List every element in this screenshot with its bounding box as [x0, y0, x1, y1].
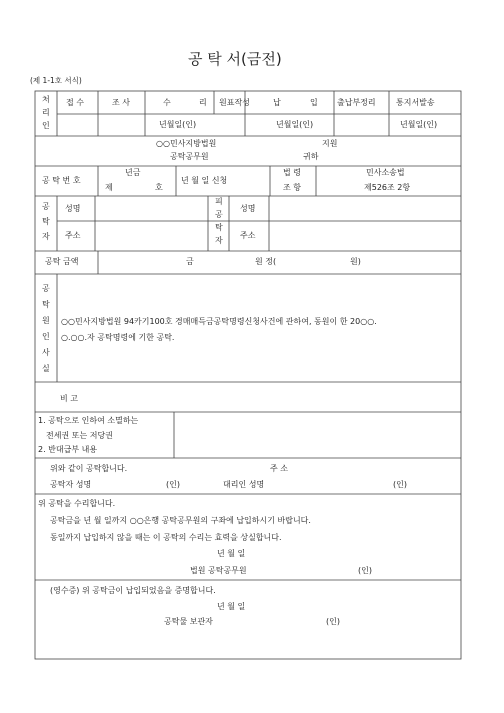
header-accept-1: 수	[163, 98, 171, 107]
court-name: ○○민사지방법원	[156, 139, 217, 148]
extinguish-line3: 2. 반대급부 내용	[38, 445, 98, 454]
recipient-side-4: 자	[215, 236, 223, 245]
amount-won: 원 정(	[255, 257, 277, 266]
reason-side-5: 사	[42, 348, 50, 357]
accept-officer: 법원 공탁공무원	[190, 566, 247, 575]
apply-date-label: 년 월 일 신청	[181, 176, 228, 185]
header-notice: 통지서발송	[396, 98, 435, 107]
receipt-date: 년 월 일	[217, 602, 246, 611]
deposit-year-label: 년금	[125, 168, 141, 177]
extinguish-line1: 1. 공탁으로 인하여 소멸하는	[38, 416, 139, 425]
reason-text-line2: ○.○○.자 공탁명령에 기한 공탁.	[61, 333, 175, 342]
header-cashbook: 출납부정리	[337, 98, 376, 107]
law-label-2: 조 항	[283, 183, 301, 192]
form-title: 공 탁 서(금전)	[188, 50, 282, 68]
extinguish-line2: 전세권 또는 저당권	[46, 431, 113, 440]
amount-prefix: 금	[186, 257, 194, 266]
apply-agent-name: 대리인 성명	[223, 480, 265, 489]
reason-side-3: 원	[42, 316, 50, 325]
remarks-label: 비 고	[60, 394, 78, 403]
processing-side-3: 인	[42, 121, 50, 130]
accept-expiry-notice: 동일까지 납입하지 않을 때는 이 공탁의 수리는 효력을 상실합니다.	[50, 533, 282, 542]
apply-depositor-seal: (인)	[166, 480, 180, 489]
processing-side-1: 처	[42, 95, 50, 104]
amount-won-close: 원)	[350, 257, 361, 266]
accept-seal: (인)	[358, 566, 372, 575]
law-value-2: 제526조 2항	[364, 183, 411, 192]
header-ledger-make: 원표작성	[219, 98, 250, 107]
form-number: (제 1-1호 서식)	[30, 76, 82, 85]
date-seal-1: 년월일(인)	[159, 120, 197, 129]
court-officer: 공탁공무원	[170, 152, 209, 161]
law-label-1: 법 령	[283, 168, 301, 177]
apply-agent-seal: (인)	[393, 480, 407, 489]
header-accept-2: 리	[199, 98, 207, 107]
depositor-side-1: 공	[42, 202, 50, 211]
processing-side-2: 리	[42, 108, 50, 117]
deposit-no-prefix: 제	[105, 183, 113, 192]
law-value-1: 민사소송법	[366, 168, 405, 177]
depositor-side-3: 자	[42, 232, 50, 241]
reason-side-4: 인	[42, 332, 50, 341]
reason-side-6: 실	[42, 364, 50, 373]
court-addressee: 귀하	[303, 152, 319, 161]
amount-label: 공탁 금액	[45, 257, 79, 266]
apply-address-label: 주 소	[270, 464, 288, 473]
header-pay-2: 입	[310, 98, 318, 107]
apply-depositor-name: 공탁자 성명	[50, 480, 92, 489]
depositor-side-2: 탁	[42, 217, 50, 226]
depositor-name-label: 성명	[65, 204, 81, 213]
recipient-side-3: 탁	[215, 223, 223, 232]
receipt-keeper: 공탁물 보관자	[164, 617, 213, 626]
header-investigate: 조 사	[112, 98, 130, 107]
header-pay-1: 납	[273, 98, 281, 107]
apply-statement: 위와 같이 공탁합니다.	[50, 464, 128, 473]
receipt-statement: (영수증) 위 공탁금이 납입되었음을 증명합니다.	[50, 586, 216, 595]
reason-side-2: 탁	[42, 300, 50, 309]
accept-payment-instruction: 공탁금을 년 월 일까지 ○○은행 공탁공무원의 구좌에 납입하시기 바랍니다.	[50, 516, 311, 525]
receipt-seal: (인)	[326, 617, 340, 626]
reason-side-1: 공	[42, 284, 50, 293]
accept-date: 년 월 일	[217, 549, 246, 558]
depositor-addr-label: 주소	[65, 231, 81, 240]
deposit-number-label: 공 탁 번 호	[42, 176, 81, 185]
date-seal-2: 년월일(인)	[276, 120, 314, 129]
recipient-addr-label: 주소	[240, 231, 256, 240]
reason-text-line1: ○○민사지방법원 94카기100호 경매매득금공탁명령신청사건에 관하여, 동원이 한 20○○.	[61, 317, 377, 326]
recipient-name-label: 성명	[240, 204, 256, 213]
deposit-no-suffix: 호	[155, 183, 163, 192]
court-branch: 지원	[322, 139, 338, 148]
header-receive: 접 수	[66, 98, 84, 107]
recipient-side-2: 공	[215, 210, 223, 219]
accept-statement: 위 공탁을 수리합니다.	[38, 499, 116, 508]
date-seal-3: 년월일(인)	[400, 120, 438, 129]
recipient-side-1: 피	[215, 197, 223, 206]
